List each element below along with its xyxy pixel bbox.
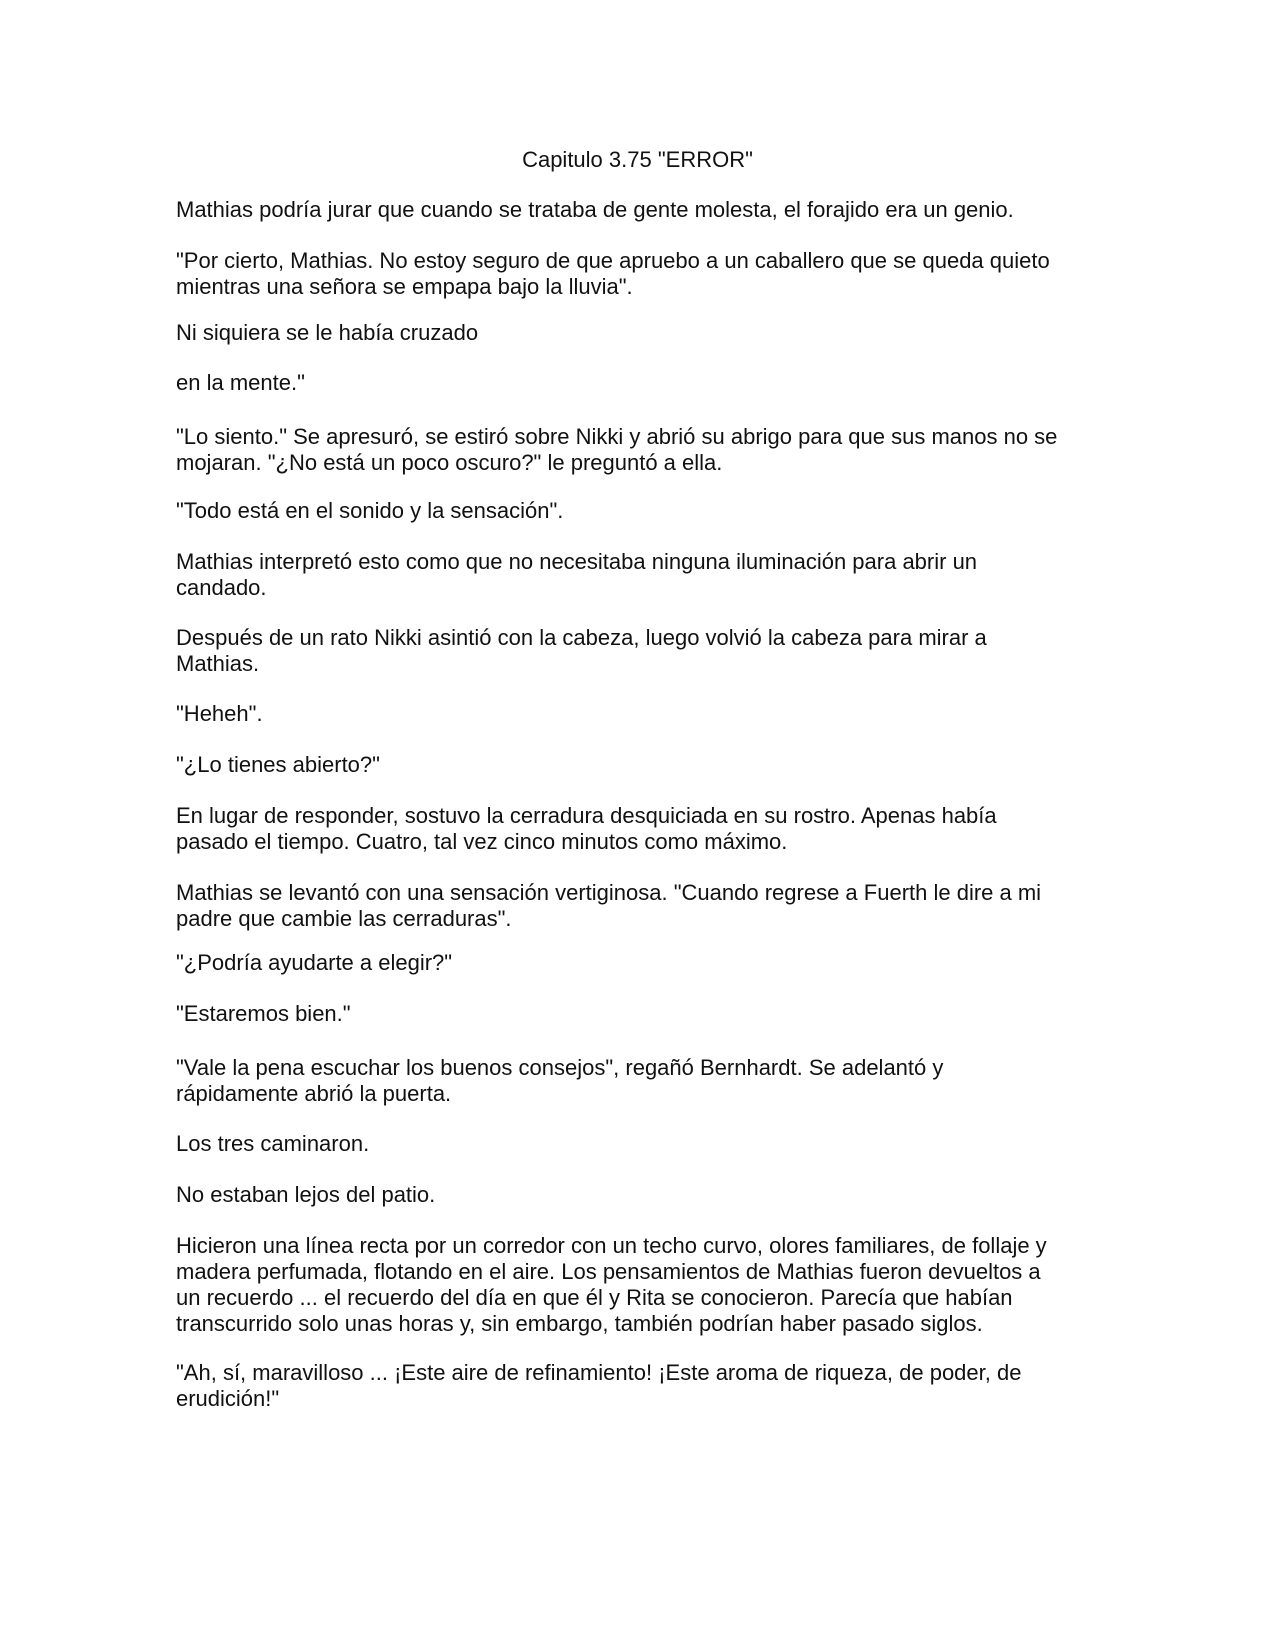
chapter-title: Capitulo 3.75 "ERROR" [522,147,753,172]
paragraph: en la mente." [176,370,305,395]
paragraph: Ni siquiera se le había cruzado [176,320,479,345]
paragraph: "Heheh". [176,701,263,726]
paragraph: Hicieron una línea recta por un corredor con un techo curvo, olores familiares, de follaje y madera perfumada, flotando en el aire. Los pensamientos de Mathias fueron devueltos a un recuerdo ... el recuerdo del día en que él y Rita se conocieron. Parecía que habían transcurrido solo unas horas y, sin embargo, también podrían haber pasado siglos. [176,1233,1047,1336]
paragraph: Después de un rato Nikki asintió con la cabeza, luego volvió la cabeza para mirar a Mathias. [176,625,987,676]
paragraph: En lugar de responder, sostuvo la cerradura desquiciada en su rostro. Apenas había pasado el tiempo. Cuatro, tal vez cinco minutos como máximo. [176,803,997,854]
paragraph: "Todo está en el sonido y la sensación". [176,498,564,523]
paragraph: "¿Podría ayudarte a elegir?" [176,950,453,975]
paragraph: Mathias interpretó esto como que no necesitaba ninguna iluminación para abrir un candado. [176,549,978,600]
paragraph: Mathias podría jurar que cuando se trataba de gente molesta, el forajido era un genio. [176,197,1014,222]
paragraph: "Por cierto, Mathias. No estoy seguro de que apruebo a un caballero que se queda quieto mientras una señora se empapa bajo la lluvia". [176,248,1050,299]
paragraph: Los tres caminaron. [176,1131,370,1156]
paragraph: "Ah, sí, maravilloso ... ¡Este aire de refinamiento! ¡Este aroma de riqueza, de poder, de erudición!" [176,1360,1022,1411]
paragraph: "Vale la pena escuchar los buenos consejos", regañó Bernhardt. Se adelantó y rápidamente abrió la puerta. [176,1055,944,1106]
paragraph: "¿Lo tienes abierto?" [176,752,380,777]
paragraph: "Estaremos bien." [176,1001,351,1026]
paragraph: "Lo siento." Se apresuró, se estiró sobre Nikki y abrió su abrigo para que sus manos no se mojaran. "¿No está un poco oscuro?" le preguntó a ella. [176,424,1058,475]
paragraph: Mathias se levantó con una sensación vertiginosa. "Cuando regrese a Fuerth le dire a mi padre que cambie las cerraduras". [176,880,1042,931]
paragraph: No estaban lejos del patio. [176,1182,436,1207]
